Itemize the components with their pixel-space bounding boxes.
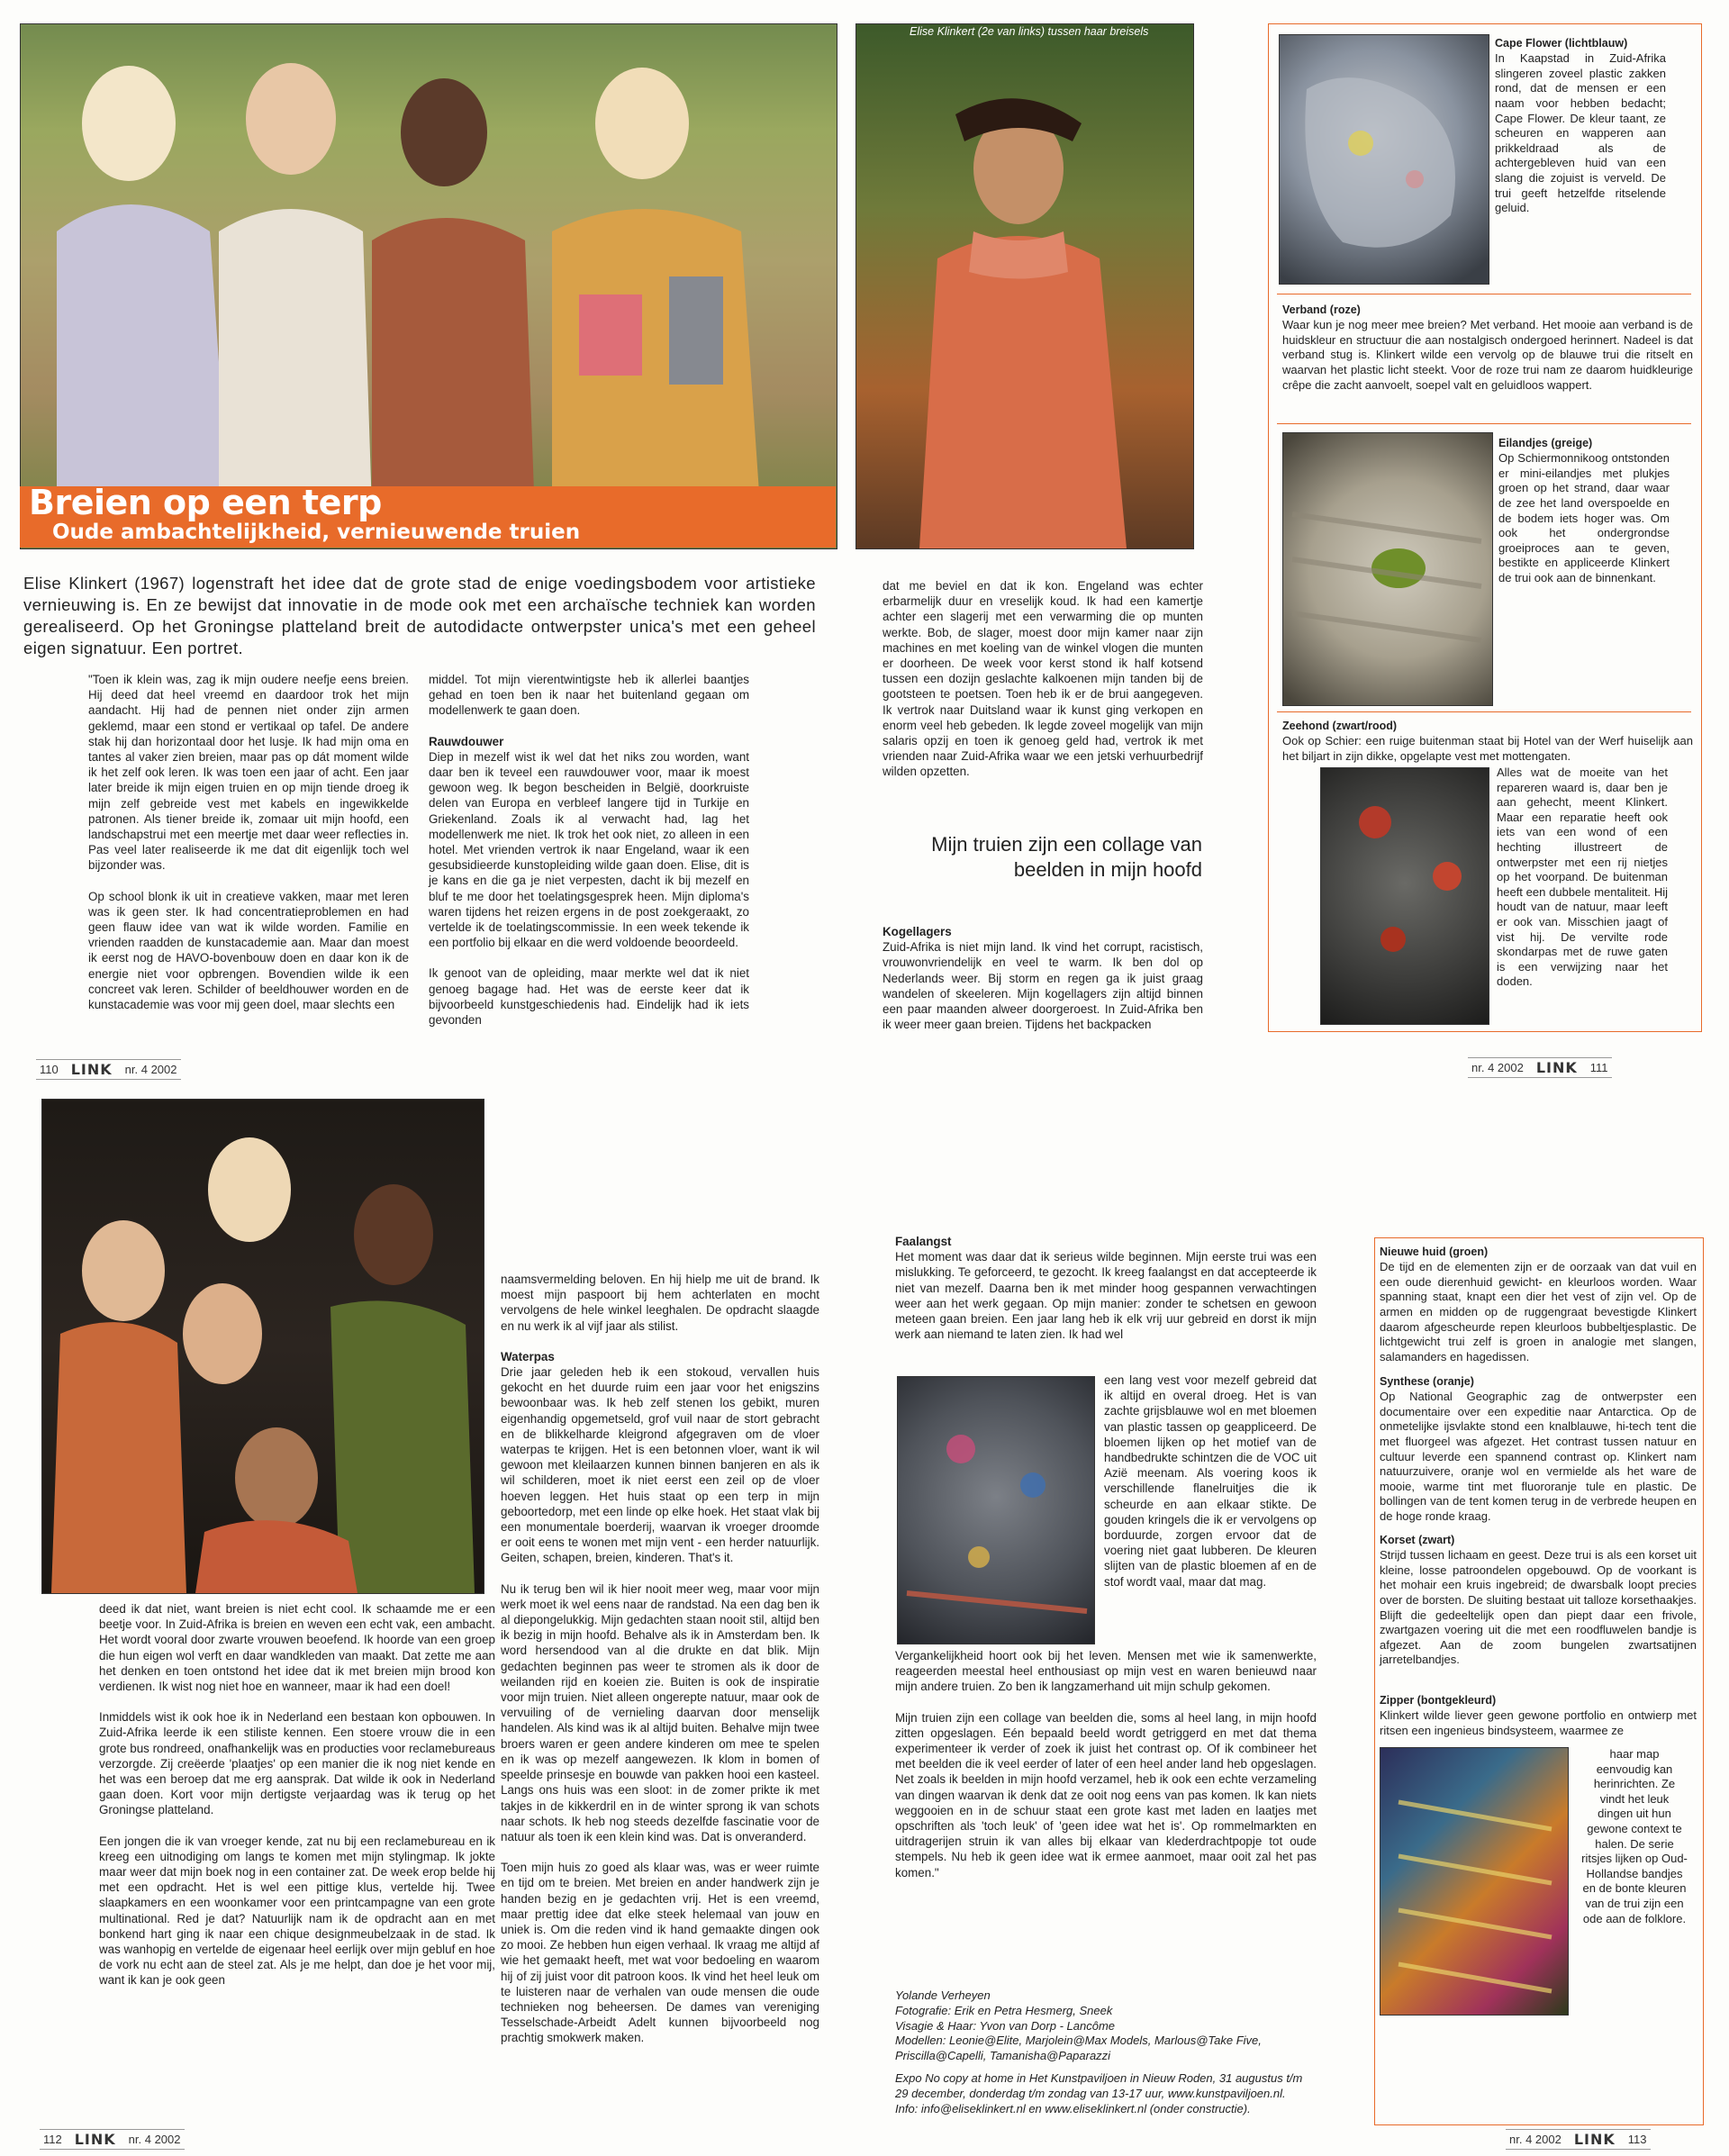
- article-title: Breien op een terp: [29, 483, 382, 522]
- paragraph: dat me beviel en dat ik kon. Engeland was echter erbarmelijk duur en vreselijk koud. Ik had een kamertje achter een slagerij met een verwarming die op munten werkte. Bob, de slager, moest door mijn kamer naar zijn machines en met koeling van de winkel vlogen die munten er doorheen. De week voor kerst stond ik half kotsend tussen een dozijn geslachte kalkoenen mijn tanden bij de gootsteen te poetsen. Toen heb ik er de brui aangegeven. Ik vertrok naar Duitsland waar ik kunst ging verkopen en enorm veel heb gebeden. Ik legde zoveel mogelijk van mijn salaris opzij en toen ik genoeg geld had, vertrok ik met vrienden naar Zuid-Afrika waar we een jetski verhuurbedrijf wilden opzetten.: [883, 579, 1203, 779]
- portrait-photo: [855, 23, 1194, 549]
- vest-texture: [898, 1377, 1094, 1644]
- sidebar-heading: Synthese (oranje): [1380, 1375, 1474, 1388]
- model-illustration: [856, 24, 1193, 548]
- credit-makeup: Visagie & Haar: Yvon van Dorp - Lancôme: [895, 2018, 1116, 2033]
- credit-author: Yolande Verheyen: [895, 1988, 991, 2002]
- group-portrait-photo: [41, 1099, 484, 1594]
- paragraph: Diep in mezelf wist ik wel dat het niks zou worden, want daar ben ik teveel een rauwdouwer voor, maar ik moest gewoon weg. Ik begon bescheiden in België, doorkruiste delen van Europa en verbleef langere tijd in Turkije en Griekenland. Zoals ik al verwacht had, lag het modellenwerk me niet. Ik trok het ook niet, zo alleen in een hotel. Met vrienden vertrok ik naar Engeland, waar ik een gesubsidieerde kunstopleiding wilde gaan doen. Elise, dit is je kans en die ga je niet verpesten, dacht ik bij mezelf en bluf te me door het toelatingsgesprek heen. Mijn diploma's waren tijdens het reizen ergens in de post zoekgeraakt, zo vertelde ik de toelatingscommissie. In een week tekende ik een portfolio bij elkaar en die werd voldoende beoordeeld.: [429, 749, 749, 950]
- page-number: 112: [43, 2133, 62, 2146]
- issue-number: nr. 4 2002: [1471, 1061, 1524, 1074]
- p112-column-1: [99, 1601, 495, 2004]
- sidebar-text: Klinkert wilde liever geen gewone portfolio en ontwierp met ritsen een ingenieus bindsysteem, waarmee ze: [1380, 1708, 1697, 1737]
- p112-column-2: [501, 1272, 819, 2061]
- paragraph: Nu ik terug ben wil ik hier nooit meer weg, maar voor mijn werk moet ik wel eens naar de randstad. Na een dag ben ik al diepongelukkig. Mijn gedachten staan nooit stil, altijd ben ik bezig in mijn hoofd. Behalve als ik in Amsterdam ben. Ik word hersendood van al die drukte en dat blik. Mijn gedachten beginnen pas weer te stromen als ik door de weilanden rijd en koeien zie. Buiten is ook de inspiratie voor mijn truien. Niet alleen ongerepte natuur, maar ook de vervuiling of de vernieling daarvan door menselijk handelen. Als kind was ik al altijd buiten. Behalve mijn twee broers waren er geen andere kinderen om mee te spelen en ik was op mezelf aangewezen. Ik klom in bomen of speelde prinsesje en bouwde van pakken hooi een kasteel. Langs ons huis was een sloot: in de zomer prikte ik met takjes in de kikkerdril en in de winter sprong ik van schots naar schots. Ik heb nog steeds dezelfde fascinatie voor de natuur als toen ik een klein kind was. Dat is onveranderd.: [501, 1581, 819, 1843]
- paragraph: Zuid-Afrika is niet mijn land. Ik vind het corrupt, racistisch, vrouwonvriendelijk en veel te warm. Ik ben dol op Nederlands weer. Bij storm en regen ga ik juist graag wandelen of skeeleren. Mijn kogellagers zijn altijd binnen een paar maanden alweer doorgeroest. In Zuid-Afrika ben ik weer meer gaan breien. Tijdens het backpacken: [883, 940, 1203, 1032]
- sidebar-item-cape-flower: [1495, 36, 1666, 216]
- p110-column-1: [88, 672, 409, 1028]
- paragraph: deed ik dat niet, want breien is niet echt cool. Ik schaamde me er een beetje voor. In Zuid-Afrika is breien en weven een echt vak, een ambacht. Het wordt vooral door zwarte vrouwen beoefend. Ik hoorde van een groep die hun eigen wol verft en daar wandkleden van maakt. Dat zette me aan het denken en toen ontstond het idee dat ik met breien mijn brood kon verdienen. Ik wist nog niet hoe en wanneer, maar ik had een doel!: [99, 1602, 495, 1694]
- sidebar-text: De tijd en de elementen zijn er de oorzaak van dat vuil en een oude dierenhuid gewicht- en kleurloos worden. Waar spanning staat, knapt een dier het vest of zijn vel. Op de armen en midden op de ruggengraat bevestigde Klinkert daarom afgescheurde repen kleurloos bubbeltjesplastic. De lichtgewicht trui zelf is groen in analogie met slangen, salamanders en hagedissen.: [1380, 1260, 1697, 1363]
- paragraph: Mijn truien zijn een collage van beelden die, soms al heel lang, in mijn hoofd zitten opgeslagen. Eén bepaald beeld wordt getriggerd en met dat thema experimenteer ik verder of zoek ik juist het contrast op. Of ik combineer het met beelden die ik veel eerder of later of een heel ander land heb opgeslagen. Net zoals ik beelden in mijn hoofd verzamel, heb ik ook een echte verzameling van dingen waarvan ik denk dat ze ooit nog eens van pas komen. Ik kan niets weggooien en in de schuur staat een grote kast met laden en laatjes met opschriften als 'toch leuk' of 'geen idee wat het is'. Op rommelmarkten en uitdragerijen struin ik van alles bij elkaar van klederdrachtpopje tot oude stempels. Nu heb ik geen idee wat ik ermee aanmoet, maar ooit zal het pas komen.": [895, 1710, 1317, 1880]
- magazine-logo: LINK: [74, 2131, 116, 2148]
- sidebar-text: In Kaapstad in Zuid-Afrika slingeren zoveel plastic zakken rond, dat de mensen er een naam voor hebben bedacht; Cape Flower. De kleur taant, ze scheuren en wapperen aan prikkeldraad als de achtergebleven huid van een slang die zojuist is verveld. De trui geeft hetzelfde ritselende geluid.: [1495, 51, 1666, 215]
- sidebar-text: Strijd tussen lichaam en geest. Deze trui is als een korset uit kleine, losse patroondelen opgebouwd. Op de voorkant is het mohair een kruis ingebreid; de dwarsbalk loopt precies over de borsten. De sluiting bestaat uit talloze korsethaakjes. Blijft die gedeeltelijk open dan piept daar een frivole, zwartgazen voering uit die met een roodfluwelen bandje is afgezet. Aan de zoom bungelen zwartsatijnen jarretelbandjes.: [1380, 1548, 1697, 1667]
- section-heading: Rauwdouwer: [429, 734, 504, 748]
- sidebar-item-verband: [1282, 303, 1693, 393]
- folio-113: [1506, 2129, 1651, 2150]
- sidebar-text: Op National Geographic zag de ontwerpster een documentaire over een expeditie naar Antarctica. Op de onmetelijke ijsvlakte stond een knalblauwe, hi-tech tent die met fluorgeel was afgezet. Het contrast tussen natuur en cultuur leverde een spannend contrast op. Klinkert nam natuurzuivere, oranje wol en vermielde als het ware de mooie, warme tint met fluororanje tule en plastic. De bollingen van de tent komen terug in de verbrede heupen en de hoge ronde kraag.: [1380, 1390, 1697, 1523]
- paragraph: middel. Tot mijn vierentwintigste heb ik allerlei baantjes gehad en toen ben ik naar het buitenland gegaan om modellenwerk te gaan doen.: [429, 673, 749, 718]
- paragraph: Een jongen die ik van vroeger kende, zat nu bij een reclamebureau en ik kreeg een uitnodiging om langs te komen met mijn stylingmap. Ik jokte maar weer dat mijn boek nog in een container zat. De week erop belde hij met een opdracht. Het is wel een pittige klus, vertelde hij. Twee slaapkamers en een woonkamer voor een printcampagne van een grote multinational. Red je dat? Natuurlijk nam ik de opdracht aan en met bonkend hart ging ik naar een chique designmeubelzaak in de stad. Ik was wanhopig en vertelde de eigenaar heel eerlijk over mijn gebluf en hoe de vork nu echt aan de steel zat. Als je me helpt, dan doe je het voor mij, want ik kan je ook geen: [99, 1834, 495, 1988]
- models-illustration: [21, 24, 837, 548]
- sidebar-heading: Nieuwe huid (groen): [1380, 1246, 1489, 1258]
- sidebar-text-continued: haar map eenvoudig kan herinrichten. Ze vindt het leuk dingen uit hun gewone context te halen. De serie ritsjes lijken op Oud-Hollandse bandjes en de bonte kleuren van de trui zijn een ode aan de folklore.: [1581, 1747, 1688, 1925]
- zipper-texture: [1380, 1748, 1568, 2015]
- sweater-texture: [1280, 35, 1489, 284]
- paragraph: Ik genoot van de opleiding, maar merkte wel dat ik niet genoeg bagage had. Het was de eerste keer dat ik bijvoorbeeld kunstgeschiedenis had. Eindelijk had ik iets gevonden: [429, 966, 749, 1028]
- section-heading: Waterpas: [501, 1349, 555, 1363]
- credit-expo: Expo No copy at home in Het Kunstpaviljoen in Nieuw Roden, 31 augustus t/m 29 december, donderdag t/m zondag van 13-17 uur, www.kunstpaviljoen.nl.: [895, 2070, 1303, 2100]
- sidebar-divider: [1277, 711, 1691, 712]
- paragraph: een lang vest voor mezelf gebreid dat ik altijd en overal droeg. Het is van zachte grijsblauwe wol en met bloemen van plastic tassen op geappliceerd. De bloemen lijken op het motief van de handbedrukte schintzen die de VOC uit Azië meenam. Als voering koos ik verschillende flanelruitjes die ik scheurde en aan elkaar stikte. De gouden kringels die ik er vervolgens op borduurde, zorgen ervoor dat de voering niet gaat lubberen. De kleuren slijten van de plastic bloemen af en de stof wordt vaal, maar dat mag.: [1104, 1373, 1317, 1589]
- sweater-texture: [1283, 433, 1492, 705]
- issue-number: nr. 4 2002: [124, 1063, 177, 1076]
- article-subtitle: Oude ambachtelijkheid, vernieuwende truien: [52, 521, 581, 544]
- p113-column-right: [1104, 1372, 1317, 1590]
- sidebar-text: Waar kun je nog meer mee breien? Met verband. Het mooie aan verband is de huidskleur en structuur die aan nostalgisch ondergoed herinnert. Nadeel is dat verband stug is. Klinkert wilde een vervolg op de blauwe trui die ritselt en waarvan het plastic licht steekt. Voor de roze trui nam ze daarom huidkleurige crêpe die zacht aanvoelt, soepel valt en geluidloos wappert.: [1282, 318, 1693, 392]
- paragraph: naamsvermelding beloven. En hij hielp me uit de brand. Ik moest mijn paspoort bij hem achterlaten en mocht vervolgens de hele winkel leeghalen. De opdracht slaagde en nu werk ik al vijf jaar als stilist.: [501, 1273, 819, 1333]
- p110-column-2: [429, 672, 749, 1043]
- intro-paragraph: Elise Klinkert (1967) logenstraft het idee dat de grote stad de enige voedingsbodem voor artistieke vernieuwing is. En ze bewijst dat innovatie in de mode ook met een archaïsche techniek kan worden gerealiseerd. Op het Groningse platteland breit de autodidacte ontwerpster unica's met een geheel eigen signatuur. Een portret.: [23, 574, 816, 657]
- eilandjes-photo: [1282, 432, 1493, 706]
- cape-flower-photo: [1279, 34, 1489, 285]
- paragraph: Op school blonk ik uit in creatieve vakken, maar met leren was ik geen ster. Ik had concentratieproblemen en had geen flauw idee van wat ik wilde worden. Familie en vrienden raadden de kunstacademie aan. Maar dan moest ik eerst nog de HAVO-bovenbouw doen en daar kon ik de energie niet voor opbrengen. Bovendien wilde ik een concreet vak leren. Schilder of beeldhouwer worden en de kunstacademie was voor mij geen doel, maar slechts een: [88, 889, 409, 1012]
- sidebar-heading: Zeehond (zwart/rood): [1282, 720, 1398, 732]
- paragraph: Inmiddels wist ik ook hoe ik in Nederland een bestaan kon opbouwen. In Zuid-Afrika leerde ik een stiliste kennen. Een stoere vrouw die in een grote bus rondreed, onafhankelijk was en producties voor reclamebureaus verzorgde. Zij creëerde 'plaatjes' op een manier die ik nog niet kende en het was een beroep dat me erg aansprak. Dat wilde ik ook in Nederland gaan doen. Kort voor mijn dertigste verjaardag was ik terug op het Groningse platteland.: [99, 1710, 495, 1817]
- paragraph: Vergankelijkheid hoort ook bij het leven. Mensen met wie ik samenwerkte, reageerden meestal heel enthousiast op mijn vest en waren benieuwd naar mijn andere truien. Zo ben ik langzamerhand uit mijn schulp gekomen.: [895, 1649, 1317, 1694]
- magazine-logo: LINK: [1573, 2131, 1616, 2148]
- credit-photo: Fotografie: Erik en Petra Hesmerg, Sneek: [895, 2003, 1113, 2017]
- sidebar-heading: Verband (roze): [1282, 303, 1361, 316]
- sidebar-item-korset: [1380, 1533, 1697, 1668]
- p111-column-2: [883, 924, 1203, 1047]
- paragraph: Drie jaar geleden heb ik een stokoud, vervallen huis gekocht en het duurde ruim een jaar voor het enigszins bewoonbaar was. Ik heb zelf stenen los gebikt, muren eigenhandig opgemetseld, grof vuil naar de stort gebracht en de blikkelharde kleigrond afgegraven om de vloer waterpas te krijgen. Het is een betonnen vloer, want ik wil gewoon met kleilaarzen kunnen binnen banjeren en als ik wil schilderen, moet ik niet eerst een zeil op de vloer hoeven leggen. Het huis staat op een terp in mijn geboortedorp, met een linde op elke hoek. Het staat vlak bij een monumentale boerderij, waarvan ik vroeger droomde er ooit eens te wonen met mijn vent - een herder natuurlijk. Geiten, schapen, breien, kinderen. That's it.: [501, 1365, 819, 1565]
- section-heading: Faalangst: [895, 1235, 952, 1248]
- zeehond-photo: [1320, 767, 1489, 1025]
- sidebar-item-synthese: [1380, 1374, 1697, 1525]
- pull-quote: Mijn truien zijn een collage van beelden in mijn hoofd: [931, 833, 1202, 881]
- sidebar-item-zipper: [1380, 1693, 1697, 1738]
- sidebar-item-eilandjes: [1498, 436, 1670, 586]
- sidebar-text-continued: Alles wat de moeite van het repareren waard is, daar ben je aan gehecht, meent Klinkert. Maar een reparatie heeft ook iets van een wond of een hechting illustreert de ontwerpster met een rij nietjes op het voorpand. De buitenman heeft een dubbele mentaliteit. Hij houdt van de natuur, maar leeft er ook van. Misschien jaagt of vist hij. De vervilte rode skondarpas met de ruwe gaten is een verwijzing naar het doden.: [1497, 765, 1668, 989]
- sidebar-heading: Zipper (bontgekleurd): [1380, 1694, 1497, 1707]
- issue-number: nr. 4 2002: [1509, 2133, 1562, 2146]
- magazine-logo: LINK: [1535, 1059, 1578, 1076]
- paragraph: Toen mijn huis zo goed als klaar was, was er weer ruimte en tijd om te breien. Met breien en ander handwerk zijn je handen bezig en je gedachten vrij. Het is een vreemd, maar prettig idee dat elke steek helemaal van jouw en uniek is. Om die reden vind ik hand gemaakte dingen ook zo mooi. Ze hebben hun eigen verhaal. Ik vraag me altijd af wie het gemaakt heeft, met wat voor bedoeling en waarom hij of zij juist voor dit patroon koos. Ik vind het heel leuk om te luisteren naar de verhalen van oude mensen die oude technieken nog beheersen. De dames van vereniging Tesselschade-Arbeidt Adelt kunnen bijvoorbeeld nog prachtig smokwerk maken.: [501, 1861, 819, 2045]
- sidebar-heading: Cape Flower (lichtblauw): [1495, 37, 1628, 50]
- sidebar-item-zeehond: [1282, 719, 1693, 764]
- page-number: 111: [1589, 1061, 1608, 1074]
- page-number: 110: [40, 1063, 59, 1076]
- issue-number: nr. 4 2002: [128, 2133, 181, 2146]
- p113-column-bottom: [895, 1648, 1317, 1896]
- folio-112: [40, 2129, 185, 2150]
- paragraph: Het moment was daar dat ik serieus wilde beginnen. Mijn eerste trui was een mislukking. Te geforceerd, te gezocht. Ik kreeg faalangst en dat accepteerde ik niet van mezelf. Daarna ben ik met minder hoog gespannen verwachtingen weer aan het werk gegaan. Op mijn manier: zonder te schetsen en gewoon meteen gaan breien. Een jaar lang heb ik elk vrij uur gebreid en dorst ik mijn werk aan niemand te laten zien. Ik had wel: [895, 1250, 1317, 1342]
- sidebar-text: Op Schiermonnikoog ontstonden er mini-eilandjes met plukjes groen op het strand, daar waar de zee het land overspoelde en de bodem iets hoger was. Om ook het ondergrondse groeiproces aan te geven, bestikte en appliceerde Klinkert de trui ook aan de binnenkant.: [1498, 451, 1670, 584]
- credit-models: Modellen: Leonie@Elite, Marjolein@Max Models, Marlous@Take Five, Priscilla@Capelli, Tamanisha@Paparazzi: [895, 2034, 1262, 2063]
- folio-110: [36, 1059, 181, 1080]
- magazine-logo: LINK: [70, 1061, 113, 1078]
- photo-caption: Elise Klinkert (2e van links) tussen haar breisels: [910, 25, 1149, 38]
- cover-photo-group: [20, 23, 837, 549]
- sweater-texture: [1321, 768, 1489, 1024]
- models-illustration: [42, 1100, 484, 1593]
- sidebar-text: Ook op Schier: een ruige buitenman staat bij Hotel van der Werf huiselijk aan het biljart in zijn dikke, opgelapte vest met mottengaten.: [1282, 734, 1693, 763]
- credits: [895, 1988, 1317, 2116]
- p111-column: [883, 578, 1203, 795]
- p113-column-top: [895, 1234, 1317, 1342]
- sidebar-heading: Korset (zwart): [1380, 1534, 1455, 1546]
- sidebar-heading: Eilandjes (greige): [1498, 437, 1593, 449]
- paragraph: "Toen ik klein was, zag ik mijn oudere neefje eens breien. Hij deed dat heel vreemd en daardoor trok het mijn aandacht. Hij had de pennen niet onder zijn armen geklemd, maar een stond er vertikaal op tafel. De andere stak hij dan horizontaal door het lusje. Ik had mijn oma en tantes al vaker zien breien, maar pas op dát moment wilde ik het zelf ook leren. Ik was toen een jaar of acht. Een jaar later breide ik mijn eigen truien en op mijn tiende droeg ik mijn zelf gebreide vest met kabels en ingewikkelde patronen. Als tiener breide ik, zomaar uit mijn hoofd, een landschapstrui met een meertje met daar weer reflecties in. Pas veel later realiseerde ik me dat dit eigenlijk toch wel bijzonder was.: [88, 673, 409, 873]
- page-number: 113: [1627, 2133, 1647, 2146]
- folio-111: [1468, 1057, 1612, 1078]
- zipper-photo: [1380, 1747, 1569, 2016]
- credit-info: Info: info@eliseklinkert.nl en www.eliseklinkert.nl (onder constructie).: [895, 2101, 1251, 2115]
- section-heading: Kogellagers: [883, 925, 952, 938]
- vest-photo: [897, 1376, 1095, 1644]
- sidebar-divider: [1277, 423, 1691, 424]
- sidebar-item-nieuwe-huid: [1380, 1245, 1697, 1364]
